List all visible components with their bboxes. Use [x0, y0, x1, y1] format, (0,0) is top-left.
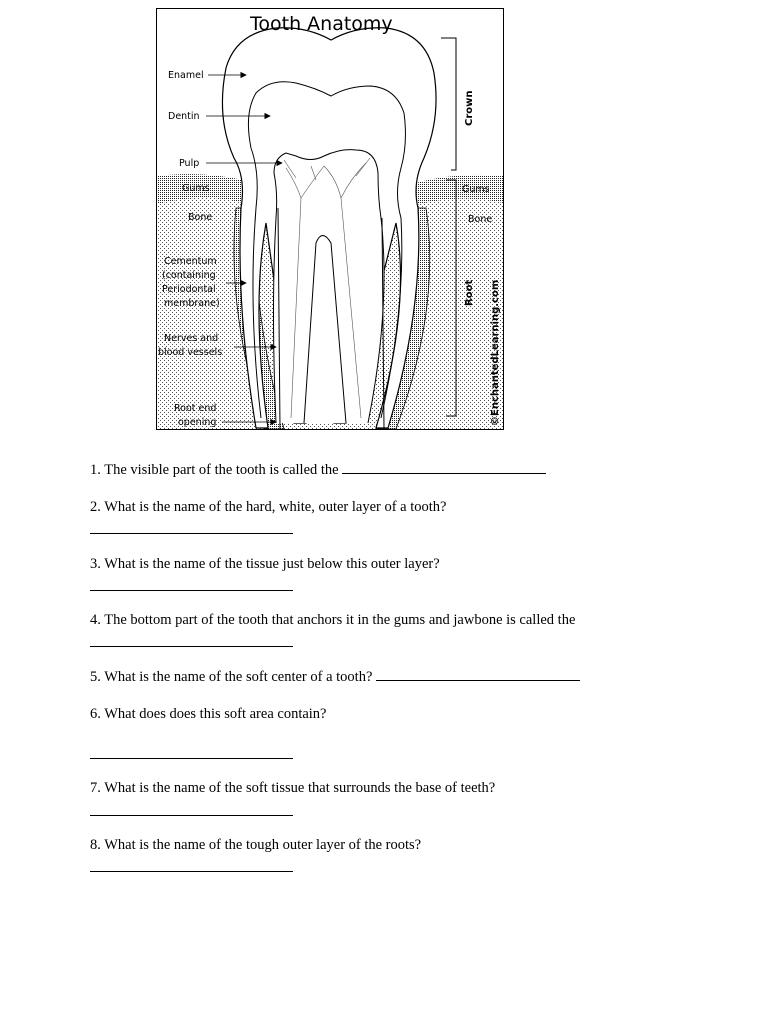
- question-2: 2. What is the name of the hard, white, outer layer of a tooth?: [90, 499, 447, 515]
- question-1-text: 1. The visible part of the tooth is called the: [90, 462, 343, 478]
- answer-line-8[interactable]: [90, 871, 293, 872]
- copyright-text: ©EnchantedLearning.com: [490, 279, 501, 426]
- answer-line-6[interactable]: [90, 758, 293, 759]
- answer-line-3[interactable]: [90, 590, 293, 591]
- label-bone-left: Bone: [188, 212, 213, 223]
- label-cementum-2: (containing: [162, 270, 216, 281]
- label-crown: Crown: [464, 90, 475, 126]
- label-pulp: Pulp: [179, 158, 200, 169]
- label-dentin: Dentin: [168, 111, 200, 122]
- answer-line-2[interactable]: [90, 533, 293, 534]
- question-8: 8. What is the name of the tough outer layer of the roots?: [90, 837, 422, 853]
- label-cementum-4: membrane): [164, 298, 220, 309]
- label-root-end-2: opening: [178, 417, 217, 428]
- label-enamel: Enamel: [168, 70, 204, 81]
- label-root: Root: [464, 279, 475, 306]
- label-nerves-1: Nerves and: [164, 333, 219, 344]
- question-4: 4. The bottom part of the tooth that anchors it in the gums and jawbone is called the: [90, 612, 576, 628]
- diagram-title: Tooth Anatomy: [250, 13, 393, 35]
- question-5: [90, 668, 580, 686]
- question-3: 3. What is the name of the tissue just below this outer layer?: [90, 556, 440, 572]
- tooth-anatomy-diagram: [156, 8, 504, 430]
- label-nerves-2: blood vessels: [158, 347, 223, 358]
- answer-line-4[interactable]: [90, 646, 293, 647]
- question-5-text: 5. What is the name of the soft center of a tooth?: [90, 669, 377, 685]
- answer-line-7[interactable]: [90, 815, 293, 816]
- label-root-end-1: Root end: [174, 403, 217, 414]
- label-gums-left: Gums: [182, 183, 210, 194]
- question-6: 6. What does does this soft area contain?: [90, 706, 327, 722]
- label-gums-right: Gums: [462, 184, 490, 195]
- pulp-chamber: [274, 150, 385, 423]
- label-cementum-1: Cementum: [164, 256, 217, 267]
- label-cementum-3: Periodontal: [162, 284, 216, 295]
- answer-blank-1[interactable]: [342, 461, 546, 474]
- label-bone-right: Bone: [468, 214, 493, 225]
- answer-blank-5[interactable]: [376, 668, 580, 681]
- question-7: 7. What is the name of the soft tissue that surrounds the base of teeth?: [90, 780, 496, 796]
- question-1: [90, 461, 546, 479]
